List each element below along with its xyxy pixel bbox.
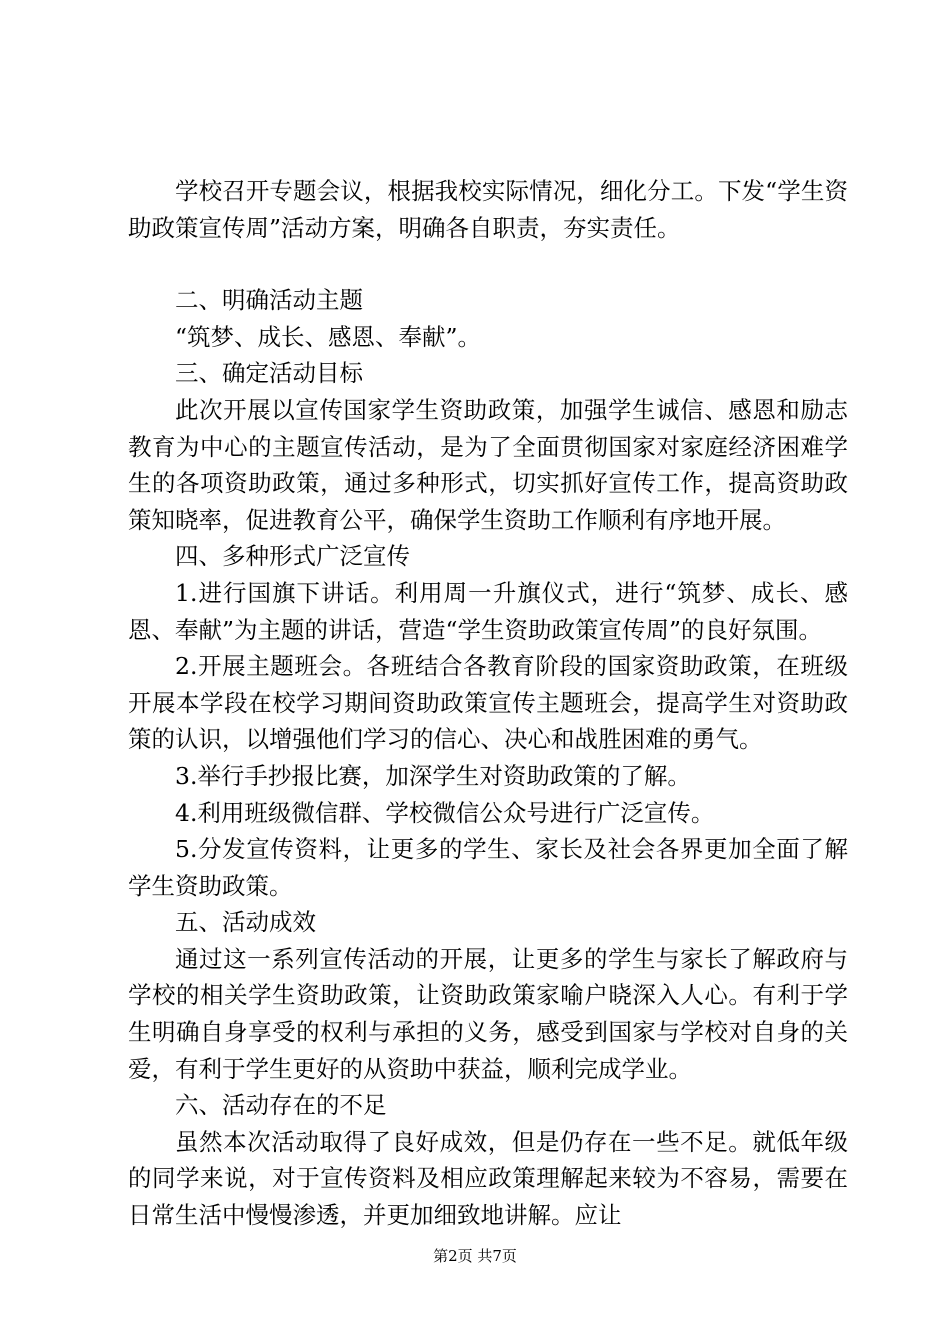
paragraph: 此次开展以宣传国家学生资助政策，加强学生诚信、感恩和励志教育为中心的主题宣传活动，是为了全面贯彻国家对家庭经济困难学生的各项资助政策，通过多种形式，切实抓好宣传工作，提高资助政策知晓率，促进教育公平，确保学生资助工作顺利有序地开展。 xyxy=(128,395,848,534)
list-item: 4.利用班级微信群、学校微信公众号进行广泛宣传。 xyxy=(175,798,715,827)
paragraph-gap xyxy=(128,246,848,282)
list-item: 1.进行国旗下讲话。利用周一升旗仪式，进行“筑梦、成长、感恩、奉献”为主题的讲话，营造“学生资助政策宣传周”的良好氛围。 xyxy=(128,578,848,644)
page-number-footer: 第2页 共7页 xyxy=(433,1247,517,1265)
paragraph: 学校召开专题会议，根据我校实际情况，细化分工。下发“学生资助政策宣传周”活动方案，明确各自职责，夯实责任。 xyxy=(128,177,848,242)
paragraph: 虽然本次活动取得了良好成效，但是仍存在一些不足。就低年级的同学来说，对于宣传资料及相应政策理解起来较为不容易，需要在日常生活中慢慢渗透，并更加细致地讲解。应让 xyxy=(128,1127,848,1230)
list-item: 5.分发宣传资料，让更多的学生、家长及社会各界更加全面了解学生资助政策。 xyxy=(128,835,848,900)
document-body xyxy=(128,173,848,1234)
paragraph: 通过这一系列宣传活动的开展，让更多的学生与家长了解政府与学校的相关学生资助政策，让资助政策家喻户晓深入人心。有利于学生明确自身享受的权利与承担的义务，感受到国家与学校对自身的关爱，有利于学生更好的从资助中获益，顺利完成学业。 xyxy=(128,944,848,1083)
list-item: 3.举行手抄报比赛，加深学生对资助政策的了解。 xyxy=(175,761,691,790)
paragraph: “筑梦、成长、感恩、奉献”。 xyxy=(175,322,482,351)
section-heading: 四、多种形式广泛宣传 xyxy=(175,542,410,571)
section-heading: 三、确定活动目标 xyxy=(175,359,363,388)
section-heading: 六、活动存在的不足 xyxy=(175,1091,387,1120)
section-heading: 二、明确活动主题 xyxy=(175,286,363,315)
list-item: 2.开展主题班会。各班结合各教育阶段的国家资助政策，在班级开展本学段在校学习期间资助政策宣传主题班会，提高学生对资助政策的认识，以增强他们学习的信心、决心和战胜困难的勇气。 xyxy=(128,652,848,754)
section-heading: 五、活动成效 xyxy=(175,908,316,937)
